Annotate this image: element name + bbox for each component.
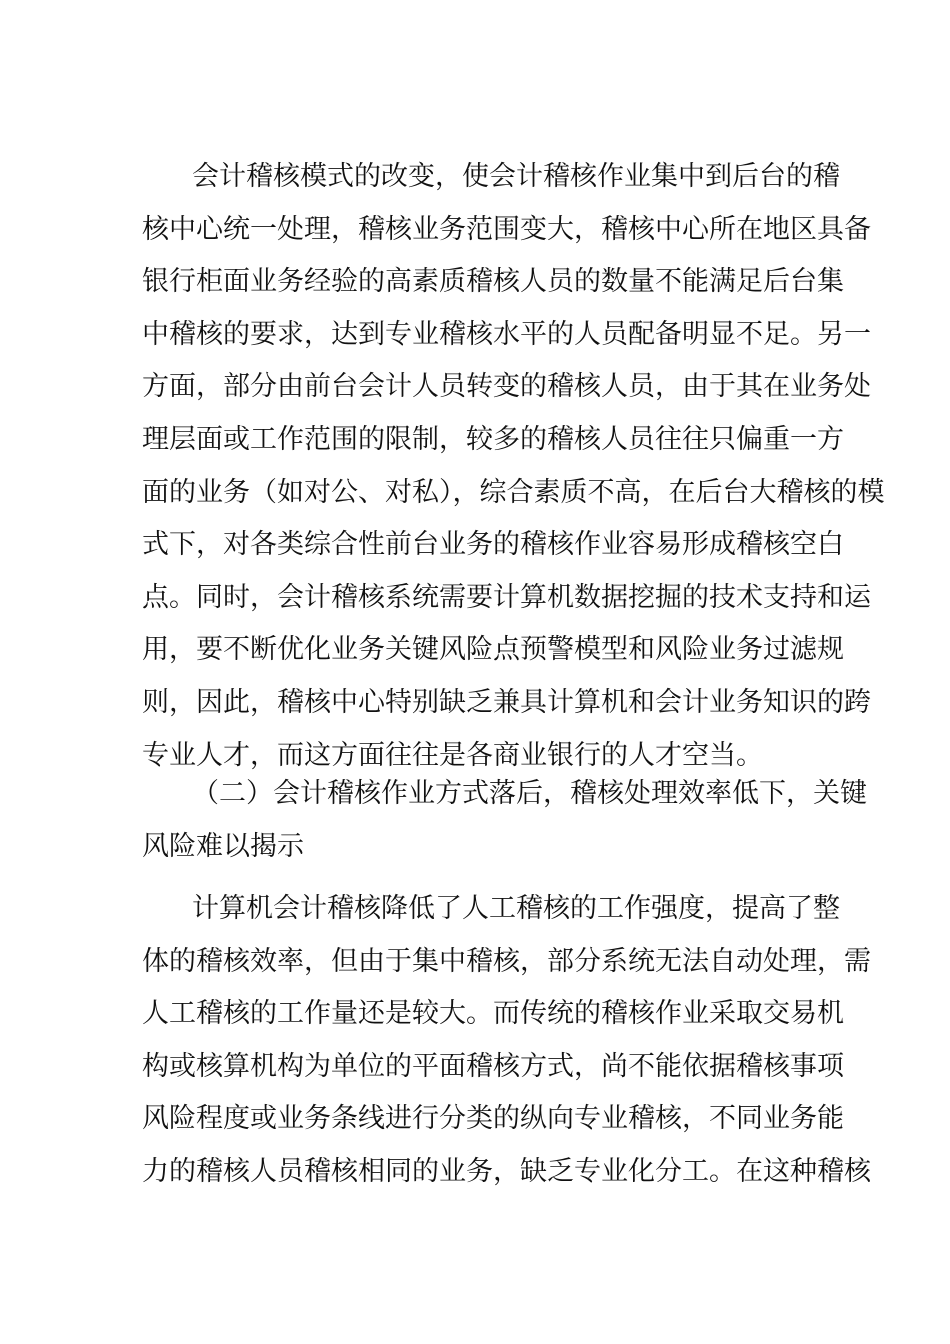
text-line: 体的稽核效率，但由于集中稽核，部分系统无法自动处理，需: [142, 945, 871, 977]
paragraph-computer-audit: [142, 883, 871, 1199]
text-line: 力的稽核人员稽核相同的业务，缺乏专业化分工。在这种稽核: [142, 1155, 871, 1187]
text-line: 式下，对各类综合性前台业务的稽核作业容易形成稽核空白: [142, 529, 844, 561]
text-line: 计算机会计稽核降低了人工稽核的工作强度，提高了整: [192, 893, 840, 924]
text-line: 点。同时，会计稽核系统需要计算机数据挖掘的技术支持和运: [142, 581, 871, 613]
text-line: 构或核算机构为单位的平面稽核方式，尚不能依据稽核事项: [142, 1050, 844, 1082]
text-line: 人工稽核的工作量还是较大。而传统的稽核作业采取交易机: [142, 998, 844, 1030]
heading-line: （二）会计稽核作业方式落后，稽核处理效率低下，关键: [192, 778, 867, 809]
section-heading-2: [142, 768, 867, 873]
text-line: 理层面或工作范围的限制，较多的稽核人员往往只偏重一方: [142, 423, 844, 455]
text-line: 核中心统一处理，稽核业务范围变大，稽核中心所在地区具备: [142, 213, 871, 245]
text-line: 中稽核的要求，达到专业稽核水平的人员配备明显不足。另一: [142, 318, 871, 350]
text-line: 方面，部分由前台会计人员转变的稽核人员，由于其在业务处: [142, 371, 871, 403]
text-line: 会计稽核模式的改变，使会计稽核作业集中到后台的稽: [192, 161, 840, 192]
text-line: 用，要不断优化业务关键风险点预警模型和风险业务过滤规: [142, 634, 844, 666]
text-line: 面的业务（如对公、对私），综合素质不高，在后台大稽核的模: [142, 476, 885, 508]
text-line: 则，因此，稽核中心特别缺乏兼具计算机和会计业务知识的跨: [142, 686, 871, 718]
text-line: 专业人才，而这方面往往是各商业银行的人才空当。: [142, 739, 763, 771]
heading-line: 风险难以揭示: [142, 830, 304, 862]
text-line: 风险程度或业务条线进行分类的纵向专业稽核，不同业务能: [142, 1103, 844, 1135]
text-line: 银行柜面业务经验的高素质稽核人员的数量不能满足后台集: [142, 266, 844, 298]
paragraph-audit-mode-change: [142, 151, 885, 782]
